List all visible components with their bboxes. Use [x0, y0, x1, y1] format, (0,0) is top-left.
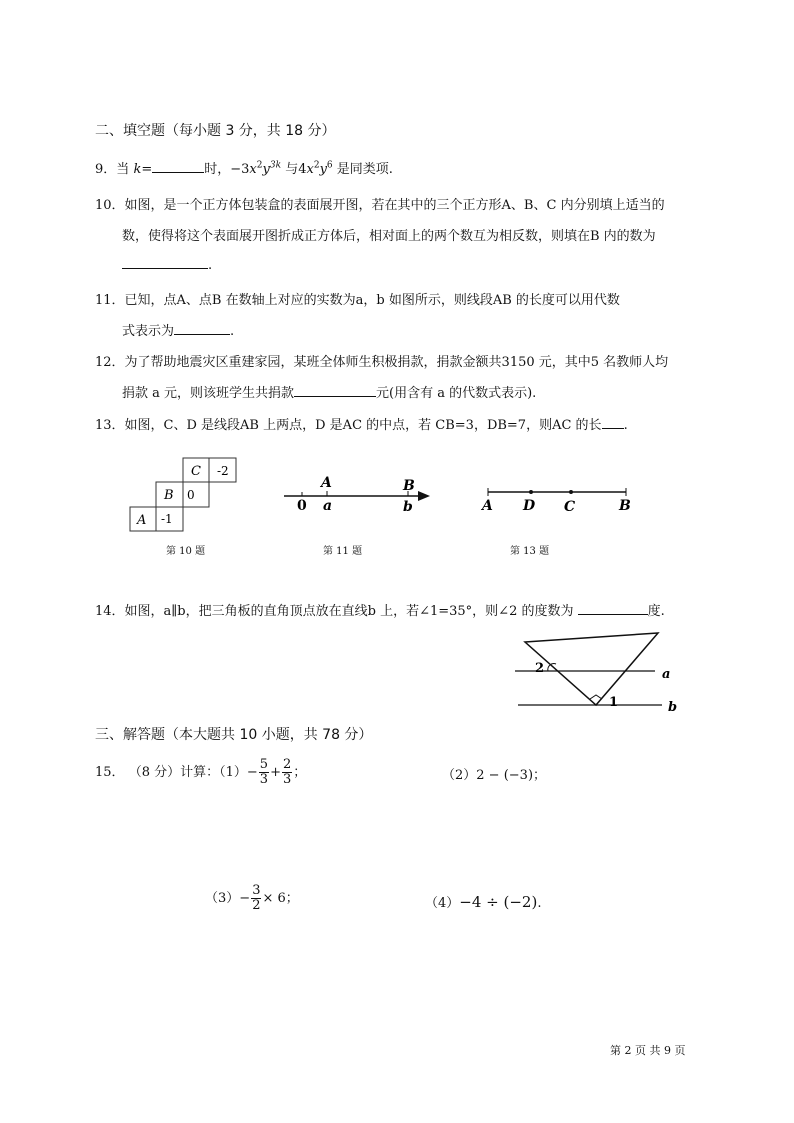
figure-11-number-line: [278, 470, 438, 520]
net-value-c: -2: [217, 464, 229, 478]
angle-label-1: 1: [609, 695, 619, 710]
question-15: 15． （8 分）计算：（1）− $\frac{5}{3}$ + $\frac{2}{3}$ ；: [95, 757, 307, 787]
question-number: 13．: [95, 418, 125, 433]
net-letter-b: B: [164, 488, 174, 503]
right-angle-mark: [590, 695, 602, 699]
question-10-line-2: 数，使得将这个表面展开图折成正方体后，相对面上的两个数互为相反数，则填在B 内的数为: [122, 229, 656, 244]
fraction-3-2: $\frac{3}{2}$: [252, 883, 261, 913]
answer-blank[interactable]: [578, 602, 648, 615]
question-number: 15．: [95, 765, 125, 780]
fraction-2-3: $\frac{2}{3}$: [282, 757, 292, 787]
figure-14-parallel-lines: [510, 628, 685, 718]
page-number-footer: 第 2 页 共 9 页: [610, 1044, 686, 1057]
question-14: 14．如图，a∥b，把三角板的直角顶点放在直线b 上，若∠1=35°，则∠2 的度数为 度.: [95, 604, 665, 619]
segment-label-a: A: [482, 498, 493, 514]
question-12-line-2: 捐款 a 元，则该班学生共捐款 元(用含有 a 的代数式表示).: [122, 386, 537, 401]
question-13: 13．如图，C、D 是线段AB 上两点，D 是AC 的中点，若 CB=3，DB=7，则AC 的长 .: [95, 418, 628, 433]
question-15-part-4: （4）−4 ÷ (−2).: [425, 893, 542, 911]
question-10-line-3: .: [122, 256, 212, 273]
caption-figure-13: 第 13 题: [510, 546, 550, 557]
fraction-5-3: $\frac{5}{3}$: [259, 757, 269, 787]
caption-figure-11: 第 11 题: [323, 546, 363, 557]
question-15-part-3: （3）− $\frac{3}{2}$ × 6；: [205, 883, 299, 913]
segment-label-b: B: [619, 498, 631, 514]
point-d: [529, 490, 533, 494]
line-label-b: b: [668, 700, 678, 715]
question-number: 14．: [95, 604, 125, 619]
answer-blank[interactable]: [294, 384, 376, 397]
question-10: 10．如图，是一个正方体包装盒的表面展开图，若在其中的三个正方形A、B、C 内分别填上适当的: [95, 198, 665, 213]
question-11-line-2: 式表示为 .: [122, 324, 235, 339]
figure-10-cube-net: [128, 455, 248, 535]
point-label-b: B: [403, 478, 415, 494]
question-number: 11．: [95, 293, 125, 308]
line-label-a: a: [662, 667, 671, 682]
point-label-a: A: [321, 475, 332, 491]
answer-blank[interactable]: [122, 256, 208, 269]
value-label-b: b: [403, 499, 413, 515]
arrow-right-icon: [418, 491, 430, 501]
origin-label: 0: [297, 498, 307, 514]
question-12: 12．为了帮助地震灾区重建家园，某班全体师生积极捐款，捐款金额共3150 元，其中5 名教师人均: [95, 355, 669, 370]
figure-13-segment: [478, 480, 638, 520]
question-number: 12．: [95, 355, 125, 370]
net-letter-a: A: [137, 513, 147, 528]
answer-blank[interactable]: [152, 160, 204, 173]
question-11: 11．已知，点A、点B 在数轴上对应的实数为a，b 如图所示，则线段AB 的长度可以用代数: [95, 293, 620, 308]
answer-blank[interactable]: [602, 416, 624, 429]
section-title-solutions: 三、解答题（本大题共 10 小题，共 78 分）: [95, 727, 373, 743]
question-number: 9．: [95, 162, 117, 177]
angle-2-arc: [548, 664, 556, 671]
set-square-triangle: [525, 633, 658, 705]
point-c: [569, 490, 573, 494]
question-9: 9．当 k= 时，$-3x^2y^{3k}$ 与$4x^2y^6$ 是同类项.: [95, 160, 393, 177]
question-number: 10．: [95, 198, 125, 213]
question-15-part-2: （2）2 − (−3)；: [442, 768, 547, 783]
value-label-a: a: [323, 498, 333, 514]
section-title-fill-in: 二、填空题（每小题 3 分，共 18 分）: [95, 123, 336, 139]
net-letter-c: C: [191, 464, 201, 479]
net-value-b: 0: [187, 488, 195, 502]
segment-label-c: C: [564, 499, 576, 515]
answer-blank[interactable]: [174, 322, 230, 335]
segment-label-d: D: [523, 498, 536, 514]
caption-figure-10: 第 10 题: [166, 546, 206, 557]
angle-label-2: 2: [535, 661, 545, 676]
net-value-a: -1: [161, 512, 173, 526]
